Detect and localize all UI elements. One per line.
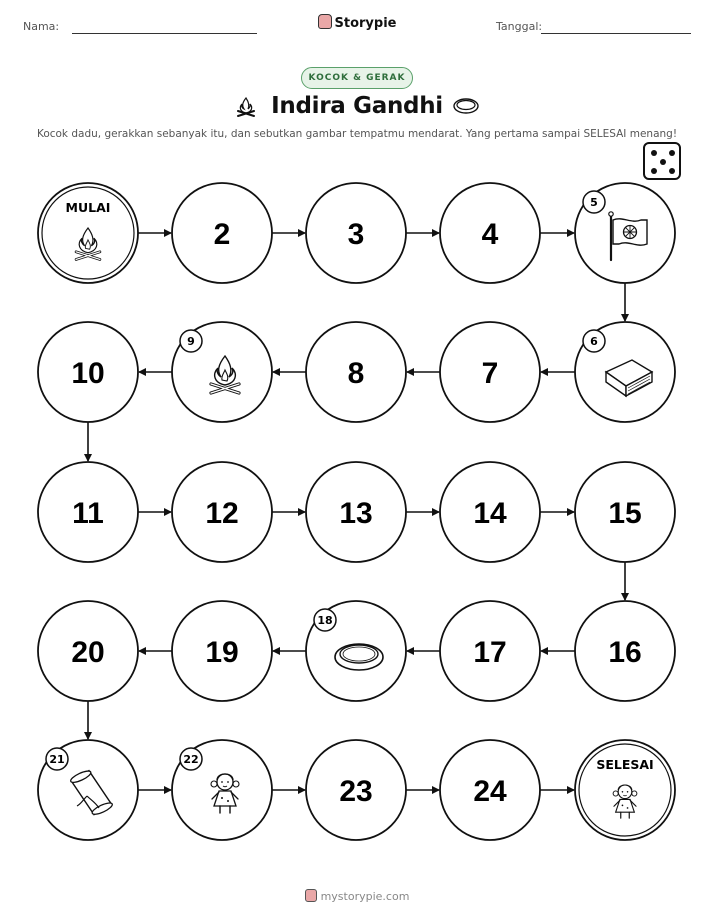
board-space-21 (38, 740, 138, 840)
board-space-start (38, 183, 138, 283)
board-space-23 (306, 740, 406, 840)
board-space-8 (306, 322, 406, 422)
board-space-3 (306, 183, 406, 283)
board-space-11 (38, 462, 138, 562)
space-number: 20 (71, 636, 105, 669)
board-space-12 (172, 462, 272, 562)
board-space-18 (306, 601, 406, 701)
space-number: 23 (339, 775, 373, 808)
board-space-5 (575, 183, 675, 283)
board-space-7 (440, 322, 540, 422)
space-number: 12 (205, 497, 239, 530)
brand-name: Storypie (334, 16, 397, 31)
space-number: 4 (481, 218, 499, 251)
space-label: MULAI (65, 200, 111, 215)
space-number: 17 (473, 636, 507, 669)
board-space-10 (38, 322, 138, 422)
footer-url[interactable]: mystorypie.com (320, 890, 410, 903)
board-spaces (38, 183, 675, 840)
board-space-14 (440, 462, 540, 562)
space-number: 3 (347, 218, 365, 251)
board-space-finish (575, 740, 675, 840)
name-label: Nama: (23, 20, 60, 33)
activity-badge: KOCOK & GERAK (301, 67, 413, 89)
board-space-9 (172, 322, 272, 422)
instructions: Kocok dadu, gerakkan sebanyak itu, dan sebutkan gambar tempatmu mendarat. Yang pertama sampai SELESAI menang! (36, 128, 678, 140)
space-number: 11 (72, 497, 104, 530)
space-number: 14 (473, 497, 507, 530)
board-space-16 (575, 601, 675, 701)
date-label: Tanggal: (496, 20, 543, 33)
space-number: 8 (347, 357, 365, 390)
board-space-6 (575, 322, 675, 422)
space-number: 13 (339, 497, 373, 530)
bangle-icon (335, 644, 383, 670)
space-number: 9 (187, 335, 195, 348)
board-space-13 (306, 462, 406, 562)
board-space-17 (440, 601, 540, 701)
space-number: 16 (608, 636, 642, 669)
space-number: 5 (590, 196, 598, 209)
space-number: 6 (590, 335, 598, 348)
space-number: 19 (205, 636, 239, 669)
storypie-logo-icon (305, 889, 317, 902)
space-number: 15 (608, 497, 642, 530)
space-number: 24 (473, 775, 507, 808)
board-space-24 (440, 740, 540, 840)
board-space-22 (172, 740, 272, 840)
board-space-4 (440, 183, 540, 283)
space-label: SELESAI (596, 757, 654, 772)
space-number: 10 (71, 357, 105, 390)
footer (0, 889, 714, 903)
page-title: Indira Gandhi (271, 93, 443, 119)
space-number: 7 (481, 357, 499, 390)
board-space-15 (575, 462, 675, 562)
board-space-19 (172, 601, 272, 701)
space-number: 18 (317, 614, 333, 627)
space-number: 22 (183, 753, 199, 766)
board-space-2 (172, 183, 272, 283)
board-space-20 (38, 601, 138, 701)
space-number: 2 (213, 218, 231, 251)
space-number: 21 (49, 753, 65, 766)
